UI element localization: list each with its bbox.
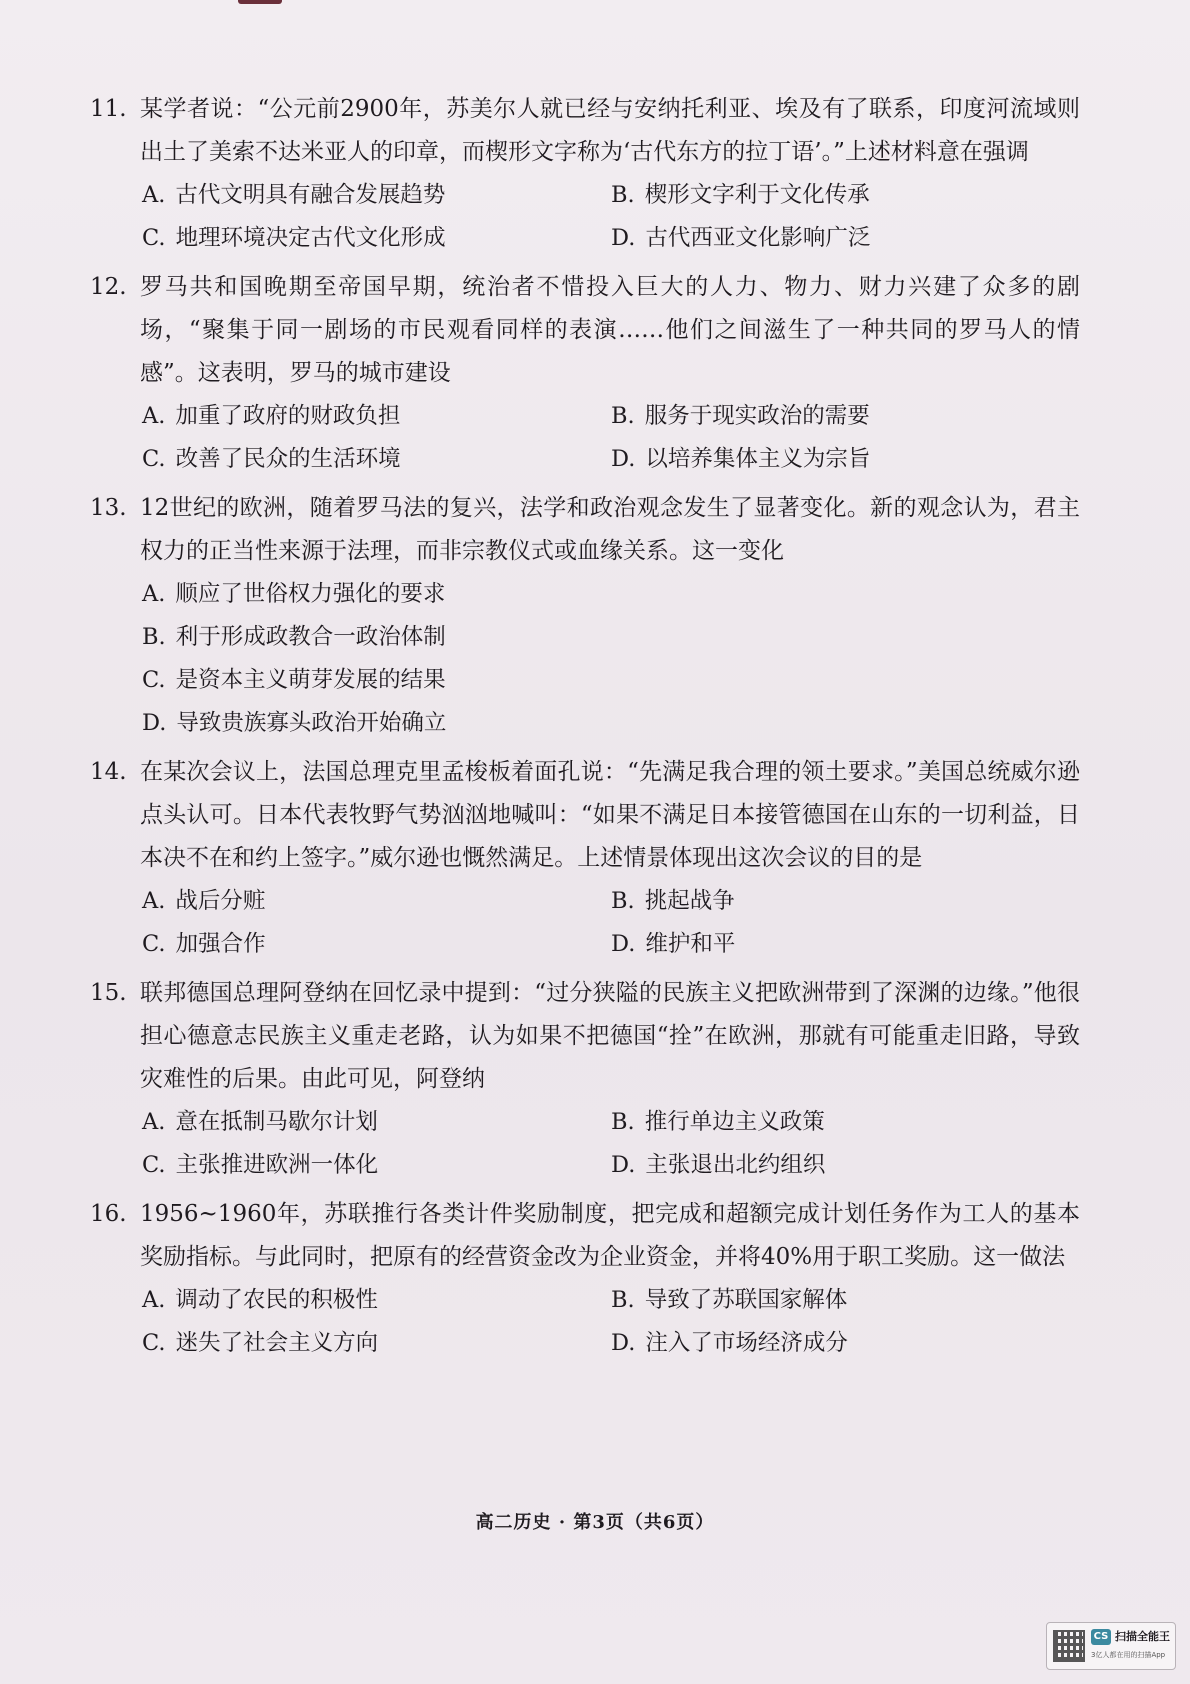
question-14 [90,751,1080,966]
option-c[interactable]: C. 改善了民众的生活环境 [142,446,401,472]
option-group [90,395,1080,481]
question-number: 16. [90,1201,127,1227]
question-number: 11. [90,96,127,122]
question-13 [90,487,1080,745]
option-b[interactable]: B. 利于形成政教合一政治体制 [142,624,446,650]
option-c[interactable]: C. 加强合作 [142,931,266,957]
option-group [90,573,1080,745]
question-text: 1956~1960年，苏联推行各类计件奖励制度，把完成和超额完成计划任务作为工人的基本奖励指标。与此同时，把原有的经营资金改为企业资金，并将40%用于职工奖励。这一做法 [140,1201,1080,1270]
question-stem [90,1193,1080,1279]
question-11 [90,88,1080,260]
option-a[interactable]: A. 意在抵制马歇尔计划 [142,1109,378,1135]
question-text: 在某次会议上，法国总理克里孟梭板着面孔说：“先满足我合理的领土要求。”美国总统威尔逊点头认可。日本代表牧野气势汹汹地喊叫：“如果不满足日本接管德国在山东的一切利益，日本决不在和约上签字。”威尔逊也慨然满足。上述情景体现出这次会议的目的是 [140,759,1080,871]
option-group [90,880,1080,966]
option-c[interactable]: C. 是资本主义萌芽发展的结果 [142,667,446,693]
question-stem [90,266,1080,395]
option-b[interactable]: B. 导致了苏联国家解体 [611,1287,848,1313]
question-list [90,88,1080,1371]
scan-edge-mark [238,0,282,4]
option-a[interactable]: A. 战后分赃 [142,888,266,914]
cs-logo: CS [1091,1629,1111,1645]
question-number: 12. [90,274,127,300]
option-b[interactable]: B. 服务于现实政治的需要 [611,403,870,429]
option-d[interactable]: D. 注入了市场经济成分 [611,1330,848,1356]
option-b[interactable]: B. 楔形文字利于文化传承 [611,182,870,208]
question-stem [90,751,1080,880]
option-c[interactable]: C. 迷失了社会主义方向 [142,1330,379,1356]
option-a[interactable]: A. 古代文明具有融合发展趋势 [142,182,446,208]
option-d[interactable]: D. 古代西亚文化影响广泛 [611,225,871,251]
qr-code-icon [1053,1630,1085,1662]
option-d[interactable]: D. 导致贵族寡头政治开始确立 [142,710,447,736]
option-d[interactable]: D. 维护和平 [611,931,736,957]
scanner-watermark [1046,1622,1176,1670]
option-d[interactable]: D. 主张退出北约组织 [611,1152,826,1178]
question-number: 15. [90,980,127,1006]
question-text: 联邦德国总理阿登纳在回忆录中提到：“过分狭隘的民族主义把欧洲带到了深渊的边缘。”他很担心德意志民族主义重走老路，认为如果不把德国“拴”在欧洲，那就有可能重走旧路，导致灾难性的后果。由此可见，阿登纳 [140,980,1080,1092]
option-c[interactable]: C. 地理环境决定古代文化形成 [142,225,446,251]
option-b[interactable]: B. 挑起战争 [611,888,735,914]
question-number: 14. [90,759,127,785]
question-15 [90,972,1080,1187]
option-a[interactable]: A. 加重了政府的财政负担 [142,403,401,429]
option-a[interactable]: A. 顺应了世俗权力强化的要求 [142,581,446,607]
scanner-tagline: 3亿人都在用的扫描App [1091,1651,1166,1659]
question-number: 13. [90,495,127,521]
option-d[interactable]: D. 以培养集体主义为宗旨 [611,446,871,472]
question-16 [90,1193,1080,1365]
option-group [90,1279,1080,1365]
question-12 [90,266,1080,481]
question-stem [90,972,1080,1101]
option-c[interactable]: C. 主张推进欧洲一体化 [142,1152,379,1178]
option-group [90,174,1080,260]
question-text: 某学者说：“公元前2900年，苏美尔人就已经与安纳托利亚、埃及有了联系，印度河流域则出土了美索不达米亚人的印章，而楔形文字称为‘古代东方的拉丁语’。”上述材料意在强调 [140,96,1080,165]
question-text: 12世纪的欧洲，随着罗马法的复兴，法学和政治观念发生了显著变化。新的观念认为，君主权力的正当性来源于法理，而非宗教仪式或血缘关系。这一变化 [140,495,1080,564]
question-stem [90,88,1080,174]
page-footer: 高二历史 · 第3页（共6页） [475,1512,715,1533]
question-stem [90,487,1080,573]
option-group [90,1101,1080,1187]
option-b[interactable]: B. 推行单边主义政策 [611,1109,825,1135]
option-a[interactable]: A. 调动了农民的积极性 [142,1287,378,1313]
question-text: 罗马共和国晚期至帝国早期，统治者不惜投入巨大的人力、物力、财力兴建了众多的剧场，“聚集于同一剧场的市民观看同样的表演……他们之间滋生了一种共同的罗马人的情感”。这表明，罗马的城市建设 [140,274,1080,386]
scanner-app-name: 扫描全能王 [1115,1630,1170,1643]
